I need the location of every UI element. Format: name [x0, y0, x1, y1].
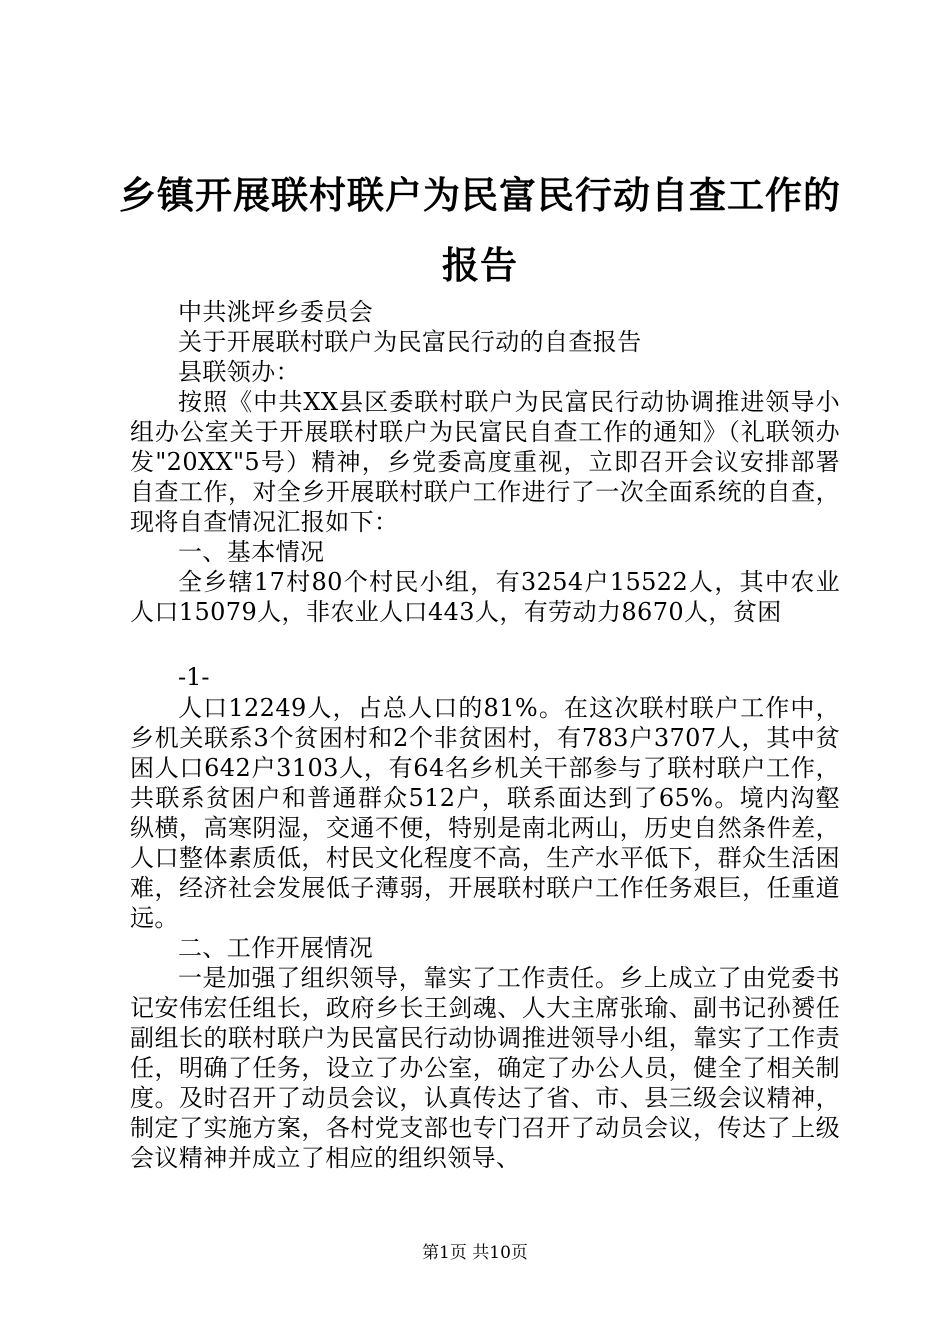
body-block-1	[130, 297, 840, 627]
body-block-2	[130, 693, 840, 1173]
paragraph-intro: 按照《中共XX县区委联村联户为民富民行动协调推进领导小组办公室关于开展联村联户为民富民自查工作的通知》（礼联领办发"20XX"5号）精神，乡党委高度重视，立即召开会议安排部署自查工作，对全乡开展联村联户工作进行了一次全面系统的自查，现将自查情况汇报如下：	[130, 388, 840, 536]
document-title: 乡镇开展联村联户为民富民行动自查工作的报告	[119, 173, 841, 287]
page-footer: 第1页 共10页	[422, 1243, 528, 1263]
paragraph-subtitle: 关于开展联村联户为民富民行动的自查报告	[178, 328, 642, 356]
paragraph-basic-info: 全乡辖17村80个村民小组，有3254户15522人，其中农业人口15079人，非农业人口443人，有劳动力8670人，贫困	[130, 568, 840, 626]
paragraph-addressee: 县联领办：	[178, 358, 300, 386]
section-heading-work: 二、工作开展情况	[178, 934, 374, 962]
paragraph-org: 中共洮坪乡委员会	[178, 298, 374, 326]
inline-page-number: -1-	[178, 663, 210, 691]
paragraph-population: 人口12249人，占总人口的81%。在这次联村联户工作中，乡机关联系3个贫困村和2个非贫困村，有783户3707人，其中贫困人口642户3103人，有64名乡机关干部参与了联村联户工作，共联系贫困户和普通群众512户，联系面达到了65%。境内沟壑纵横，高寒阴湿，交通不便，特别是南北两山，历史自然条件差，人口整体素质低，村民文化程度不高，生产水平低下，群众生活困难，经济社会发展低子薄弱，开展联村联户工作任务艰巨，任重道远。	[130, 694, 840, 932]
section-heading-basic: 一、基本情况	[178, 538, 325, 566]
paragraph-work-one: 一是加强了组织领导，靠实了工作责任。乡上成立了由党委书记安伟宏任组长，政府乡长王剑魂、人大主席张瑜、副书记孙赟任副组长的联村联户为民富民行动协调推进领导小组，靠实了工作责任，明确了任务，设立了办公室，确定了办公人员，健全了相关制度。及时召开了动员会议，认真传达了省、市、县三级会议精神，制定了实施方案，各村党支部也专门召开了动员会议，传达了上级会议精神并成立了相应的组织领导、	[130, 964, 840, 1172]
